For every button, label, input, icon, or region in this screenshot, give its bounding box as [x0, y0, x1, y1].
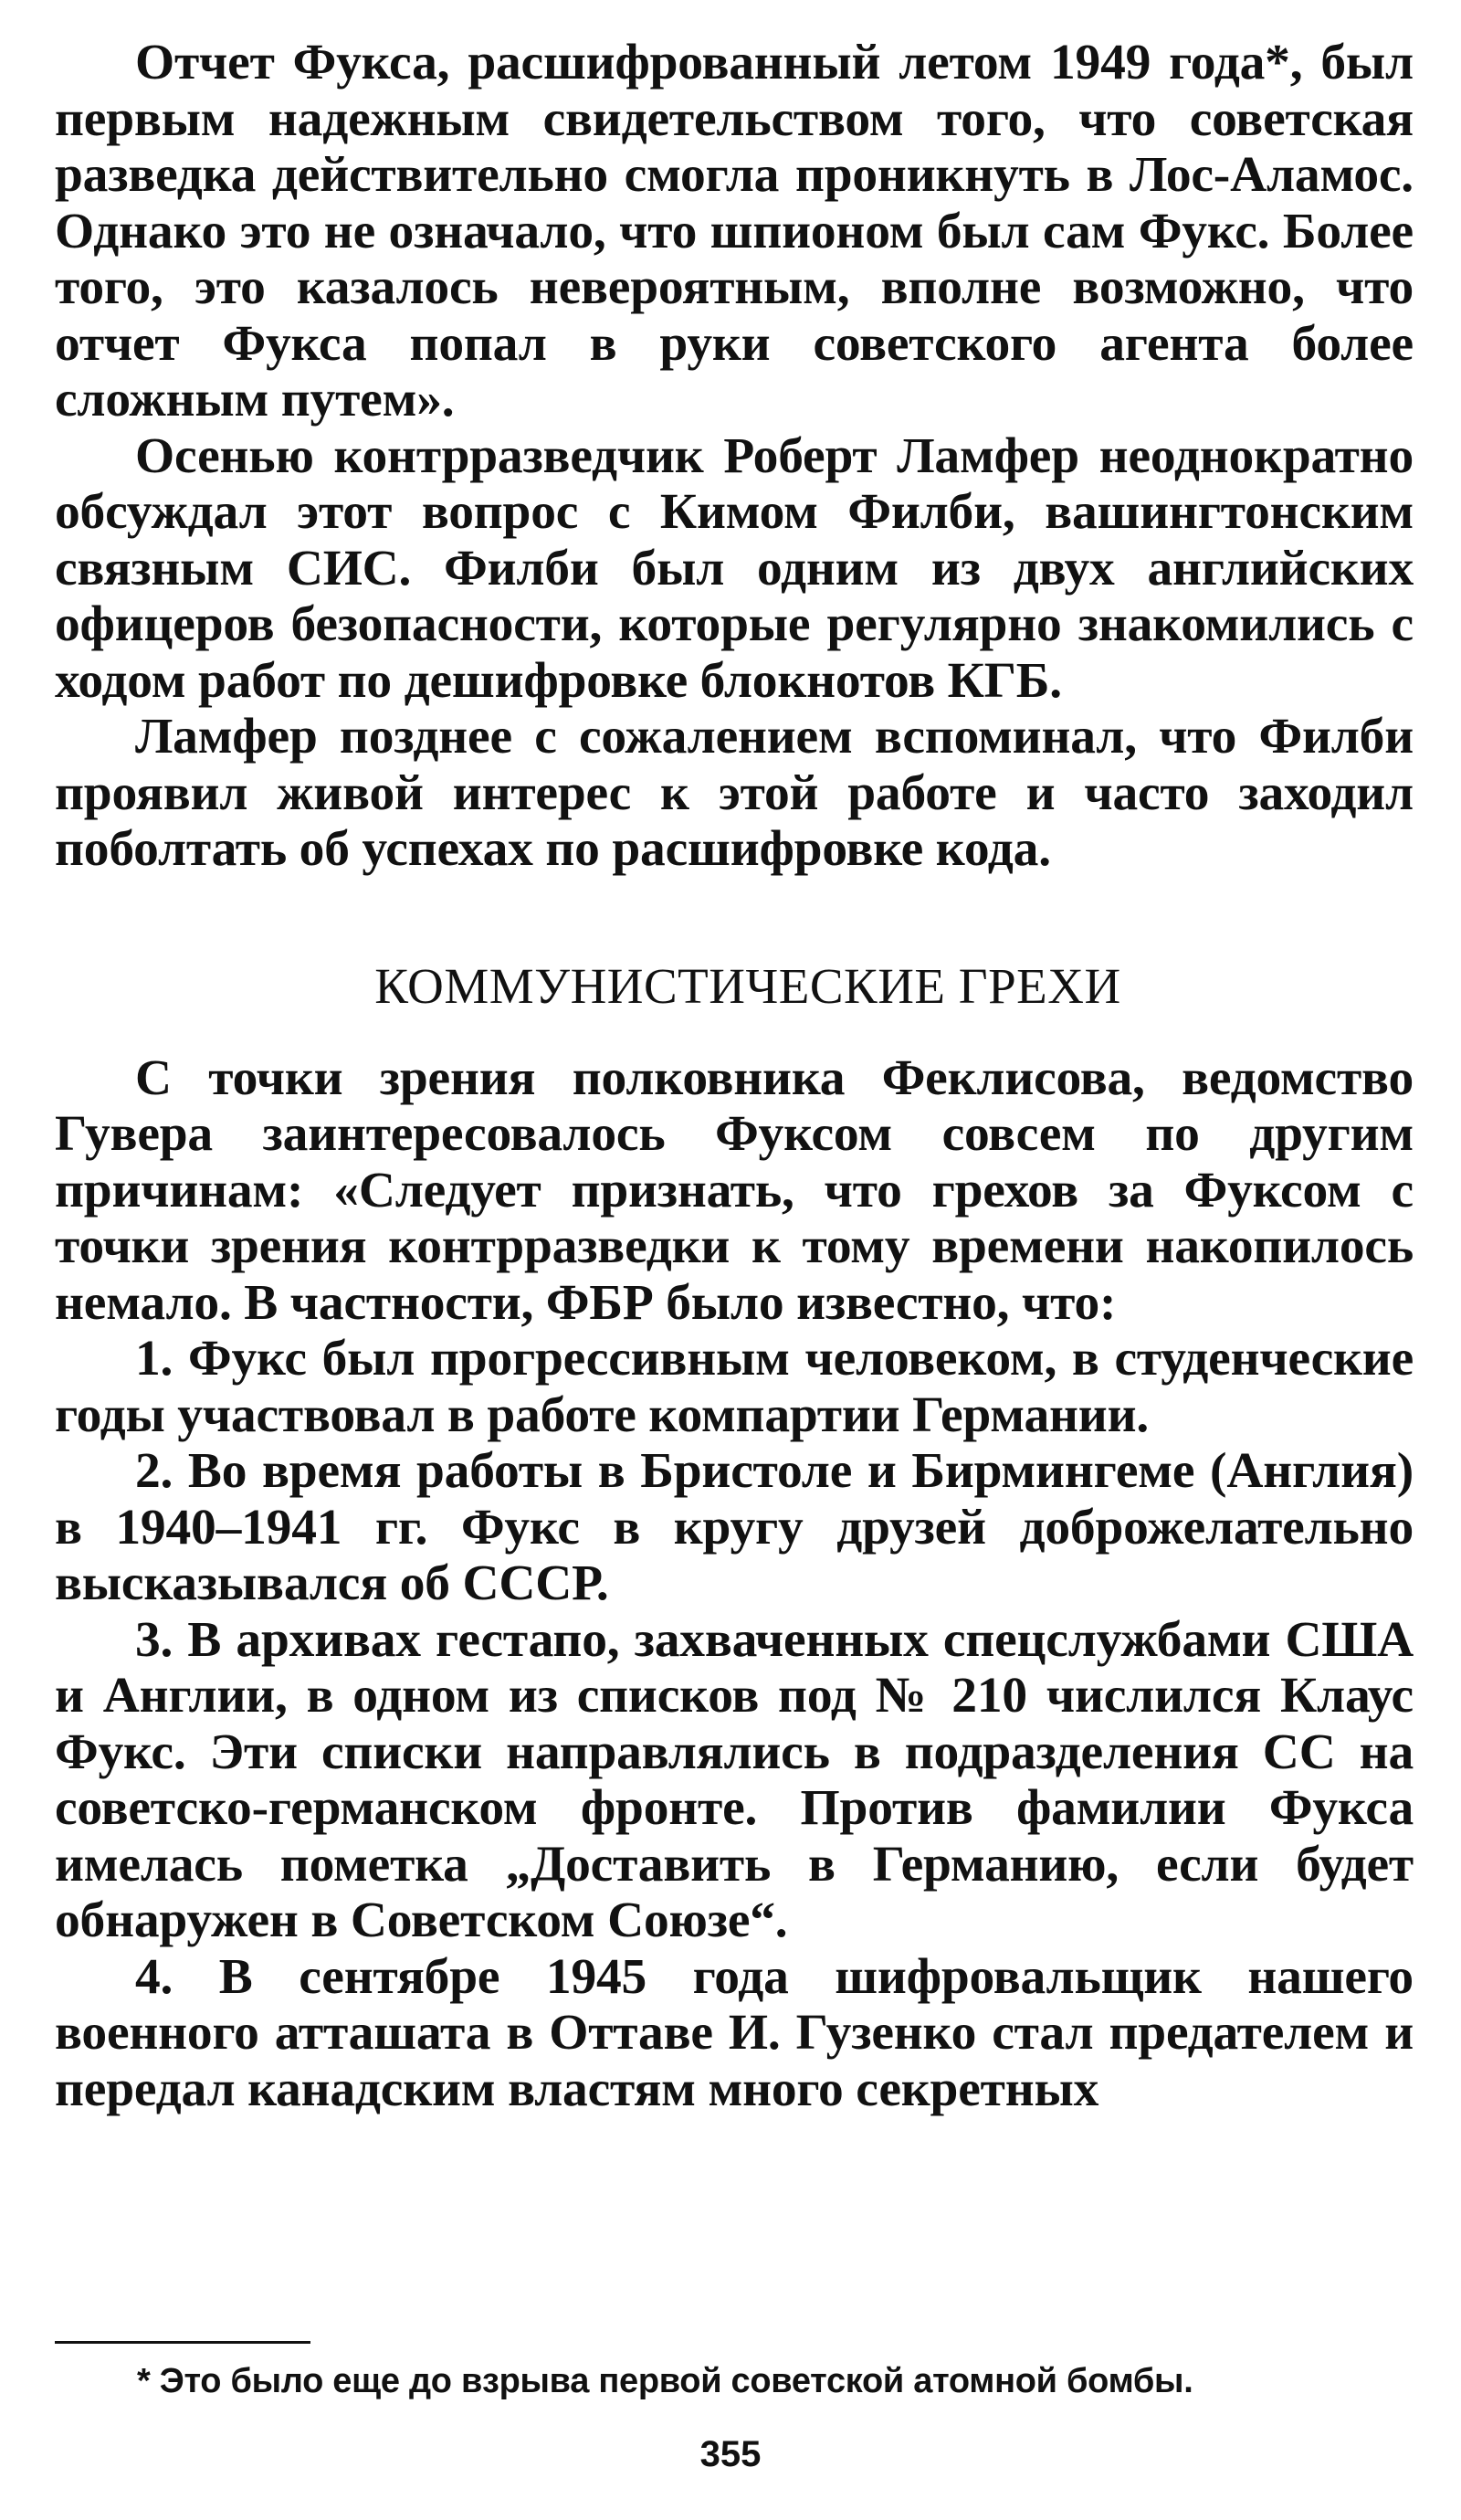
paragraph-philby-interest: Ламфер позднее с сожалением вспоминал, что Филби проявил живой интерес к этой работе и часто заходил поболтать об успехах по расшифровке кода.: [55, 709, 1414, 877]
footnote: * Это было еще до взрыва первой советской атомной бомбы.: [137, 2362, 1193, 2400]
paragraph-fuchs-report: Отчет Фукса, расшифрованный летом 1949 года*, был первым надежным свидетельством того, что советская разведка действительно смогла проникнуть в Лос-Аламос. Однако это не означало, что шпионом был сам Фукс. Более того, это казалось невероятным, вполне возможно, что отчет Фукса попал в руки советского агента более сложным путем».: [55, 35, 1414, 427]
list-item-3: 3. В архивах гестапо, захваченных спецслужбами США и Англии, в одном из списков под № 210 числился Клаус Фукс. Эти списки направлялись в подразделения СС на советско-германском фронте. Против фамилии Фукса имелась пометка „Доставить в Германию, если будет обнаружен в Советском Союзе“.: [55, 1611, 1414, 1948]
section-heading: КОММУНИСТИЧЕСКИЕ ГРЕХИ: [374, 957, 1121, 1014]
footnote-divider: [55, 2341, 310, 2344]
page-body: [55, 27, 1414, 2117]
list-item-1: 1. Фукс был прогрессивным человеком, в студенческие годы участвовал в работе компартии Германии.: [55, 1331, 1414, 1443]
paragraph-feklisov-intro: С точки зрения полковника Феклисова, ведомство Гувера заинтересовалось Фуксом совсем по другим причинам: «Следует признать, что грехов за Фуксом с точки зрения контрразведки к тому времени накопилось немало. В частности, ФБР было известно, что:: [55, 1049, 1414, 1331]
list-item-2: 2. Во время работы в Бристоле и Бирмингеме (Англия) в 1940–1941 гг. Фукс в кругу друзей доброжелательно высказывался об СССР.: [55, 1443, 1414, 1611]
paragraph-lamphere-philby: Осенью контрразведчик Роберт Ламфер неоднократно обсуждал этот вопрос с Кимом Филби, вашингтонским связным СИС. Филби был одним из двух английских офицеров безопасности, которые регулярно знакомились с ходом работ по дешифровке блокнотов КГБ.: [55, 427, 1414, 709]
page-number: 355: [699, 2434, 762, 2474]
list-item-4: 4. В сентябре 1945 года шифровальщик нашего военного атташата в Оттаве И. Гузенко стал предателем и передал канадским властям много секретных: [55, 1948, 1414, 2117]
